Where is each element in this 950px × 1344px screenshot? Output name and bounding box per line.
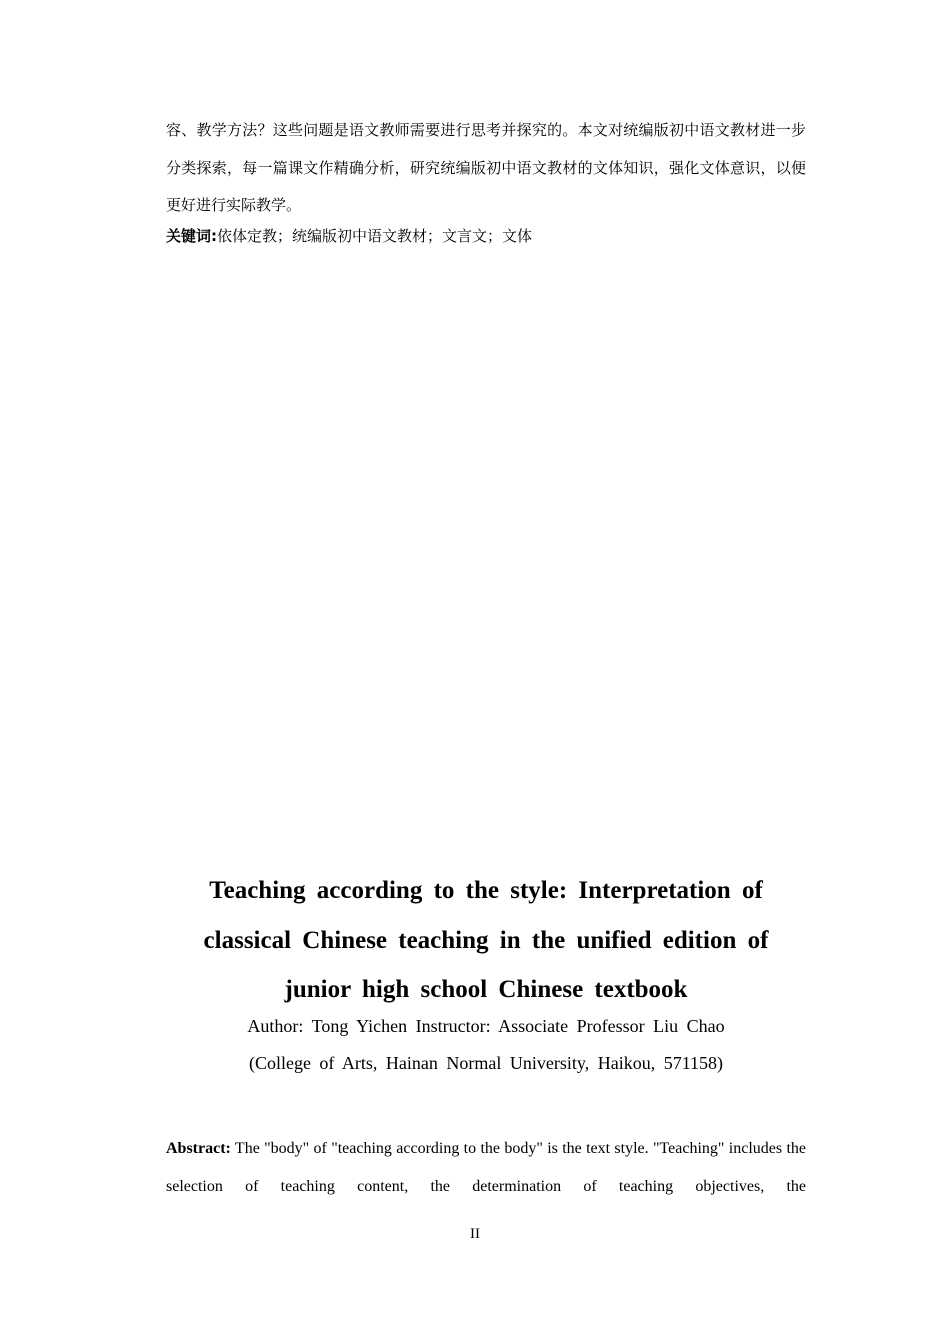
chinese-abstract-continuation: 容、教学方法？这些问题是语文教师需要进行思考并探究的。本文对统编版初中语文教材进一步分类探索，每一篇课文作精确分析，研究统编版初中语文教材的文体知识，强化文体意识，以便更好进行实际教学。 (166, 121, 806, 214)
affiliation-line: (College of Arts, Hainan Normal University, Haikou, 571158) (248, 1053, 724, 1073)
english-title: Teaching according to the style: Interpretation of classical Chinese teaching in the unified edition of junior high school Chinese textbook (203, 877, 769, 1003)
chinese-keywords (166, 224, 806, 248)
english-abstract (166, 1130, 806, 1206)
abstract-text: The "body" of "teaching according to the body" is the text style. "Teaching" includes the selection of teaching content, the determination of teaching objectives, the (166, 1140, 806, 1195)
abstract-label: Abstract: (166, 1140, 231, 1157)
keywords-label: 关键词: (166, 227, 217, 245)
keywords-text: 依体定教；统编版初中语文教材；文言文；文体 (217, 227, 533, 245)
page-number: II (470, 1226, 480, 1242)
author-line: Author: Tong Yichen Instructor: Associate Professor Liu Chao (247, 1016, 725, 1036)
